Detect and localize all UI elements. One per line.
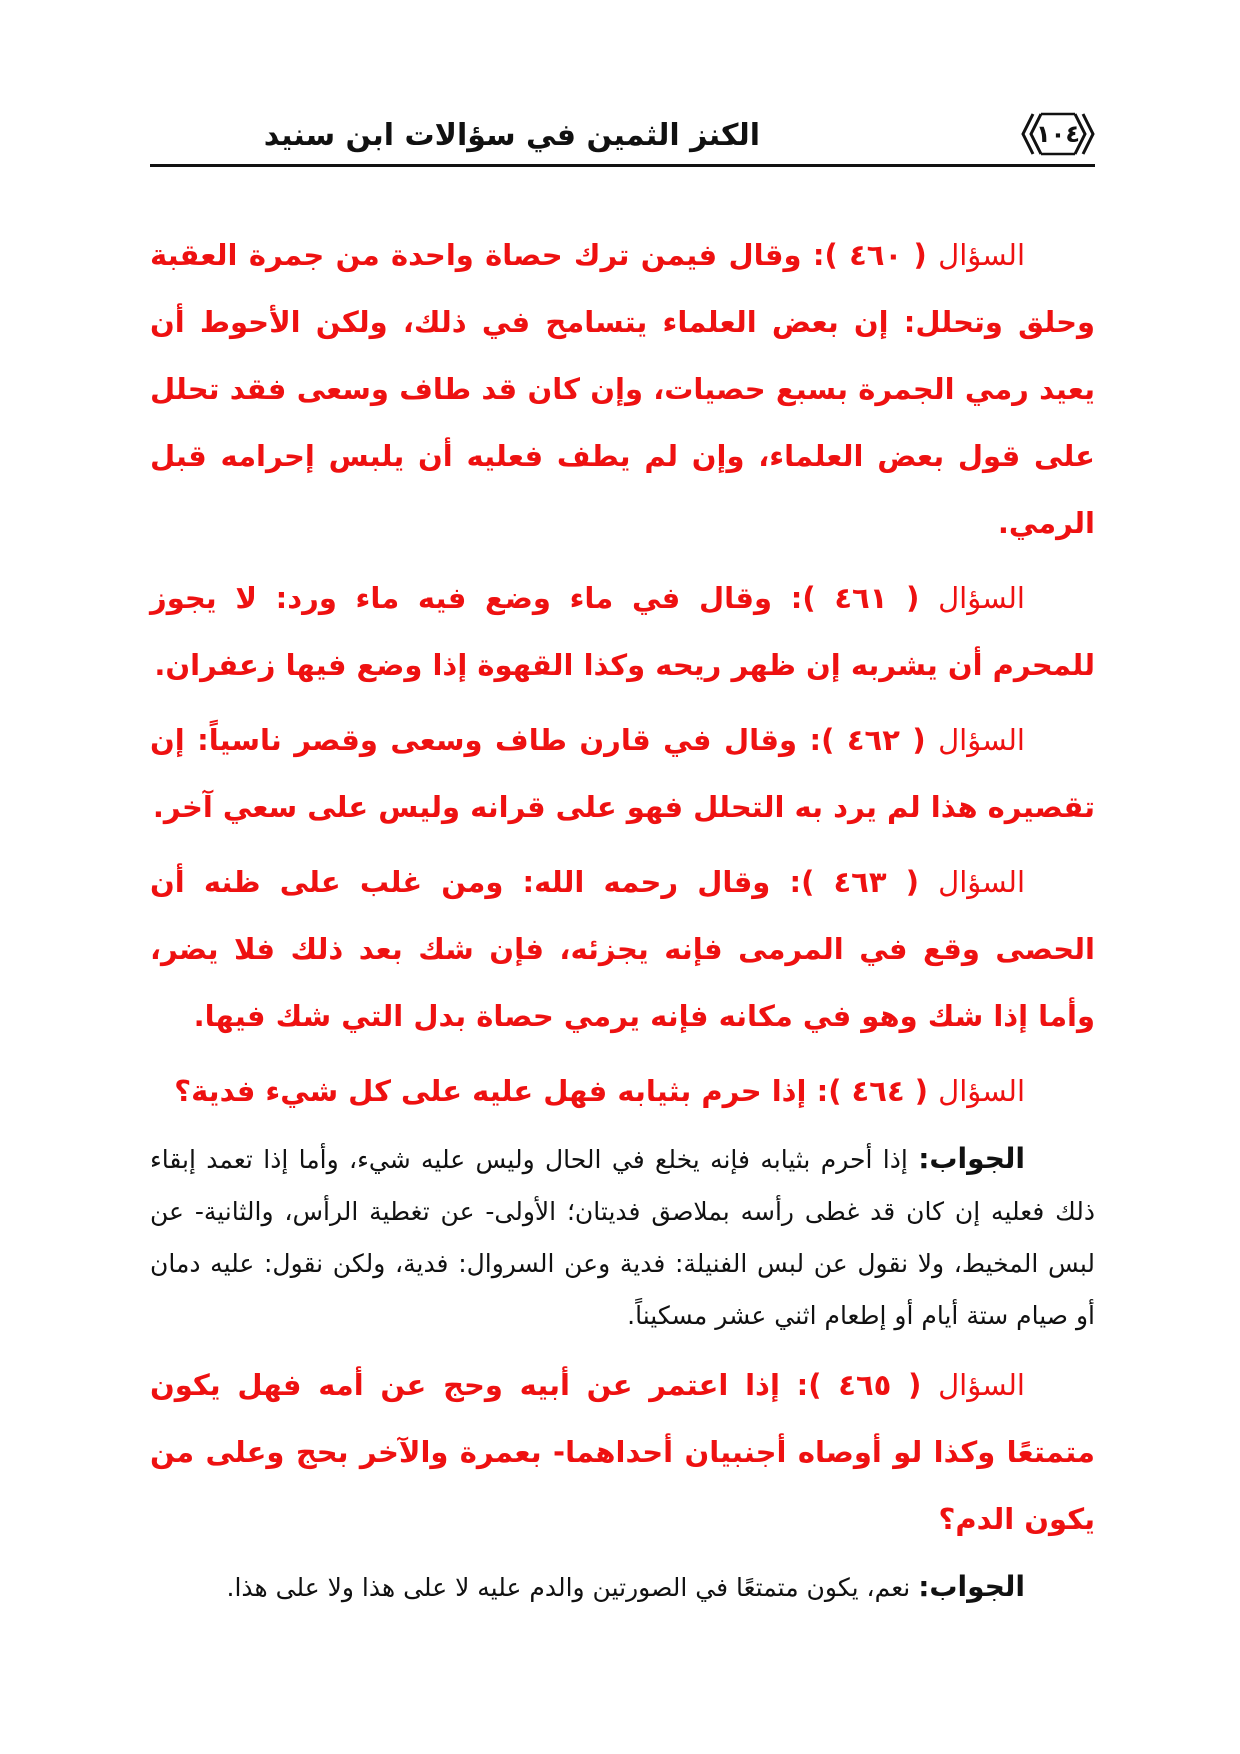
- header-divider: [150, 164, 1095, 167]
- question-text: وقال في قارن طاف وسعى وقصر ناسياً: إن تقصيره هذا لم يرد به التحلل فهو على قرانه وليس على سعي آخر.: [150, 723, 1095, 824]
- answer-label: الجواب:: [918, 1570, 1025, 1603]
- page-number: ١٠٤: [1036, 120, 1080, 148]
- question-number: ( ٤٦١ ):: [790, 581, 920, 615]
- answer-465: [150, 1561, 1095, 1614]
- question-label: السؤال: [938, 723, 1025, 757]
- question-464: [150, 1058, 1095, 1125]
- question-number: ( ٤٦٥ ):: [796, 1368, 922, 1402]
- question-461: [150, 565, 1095, 699]
- question-number: ( ٤٦٢ ):: [809, 723, 926, 757]
- question-number: ( ٤٦٠ ):: [812, 238, 927, 272]
- question-label: السؤال: [938, 238, 1025, 272]
- question-462: [150, 707, 1095, 841]
- question-number: ( ٤٦٤ ):: [816, 1074, 929, 1108]
- question-text: وقال فيمن ترك حصاة واحدة من جمرة العقبة وحلق وتحلل: إن بعض العلماء يتسامح في ذلك، ولكن الأحوط أن يعيد رمي الجمرة بسبع حصيات، وإن كان قد طاف وسعى فقد تحلل على قول بعض العلماء، وإن لم يطف فعليه أن يلبس إحرامه قبل الرمي.: [150, 238, 1095, 540]
- question-text: إذا حرم بثيابه فهل عليه على كل شيء فدية؟: [174, 1074, 807, 1108]
- question-number: ( ٤٦٣ ):: [789, 865, 919, 899]
- question-text: إذا اعتمر عن أبيه وحج عن أمه فهل يكون متمتعًا وكذا لو أوصاه أجنبيان أحداهما- بعمرة والآخر بحج وعلى من يكون الدم؟: [150, 1368, 1095, 1536]
- book-title: الكنز الثمين في سؤالات ابن سنيد: [263, 118, 760, 153]
- answer-text: إذا أحرم بثيابه فإنه يخلع في الحال وليس عليه شيء، وأما إذا تعمد إبقاء ذلك فعليه إن كان قد غطى رأسه بملاصق فديتان؛ الأولى- عن تغطية الرأس، والثانية- عن لبس المخيط، ولا نقول عن لبس الفنيلة: فدية وعن السروال: فدية، ولكن نقول: عليه دمان أو صيام ستة أيام أو إطعام اثني عشر مسكيناً.: [150, 1145, 1095, 1330]
- page-body: [150, 222, 1095, 1624]
- question-label: السؤال: [938, 1368, 1025, 1402]
- question-460: [150, 222, 1095, 557]
- answer-464: [150, 1133, 1095, 1342]
- page-header: [150, 112, 1095, 162]
- question-text: وقال في ماء وضع فيه ماء ورد: لا يجوز للمحرم أن يشربه إن ظهر ريحه وكذا القهوة إذا وضع فيها زعفران.: [150, 581, 1095, 682]
- question-463: [150, 849, 1095, 1050]
- question-text: وقال رحمه الله: ومن غلب على ظنه أن الحصى وقع في المرمى فإنه يجزئه، فإن شك بعد ذلك فلا يضر، وأما إذا شك وهو في مكانه فإنه يرمي حصاة بدل التي شك فيها.: [150, 865, 1095, 1033]
- question-label: السؤال: [938, 1074, 1025, 1108]
- answer-text: نعم، يكون متمتعًا في الصورتين والدم عليه لا على هذا ولا على هذا.: [226, 1573, 911, 1602]
- page-number-frame: [1021, 112, 1095, 156]
- question-label: السؤال: [938, 865, 1025, 899]
- question-label: السؤال: [938, 581, 1025, 615]
- answer-label: الجواب:: [918, 1142, 1025, 1175]
- question-465: [150, 1352, 1095, 1553]
